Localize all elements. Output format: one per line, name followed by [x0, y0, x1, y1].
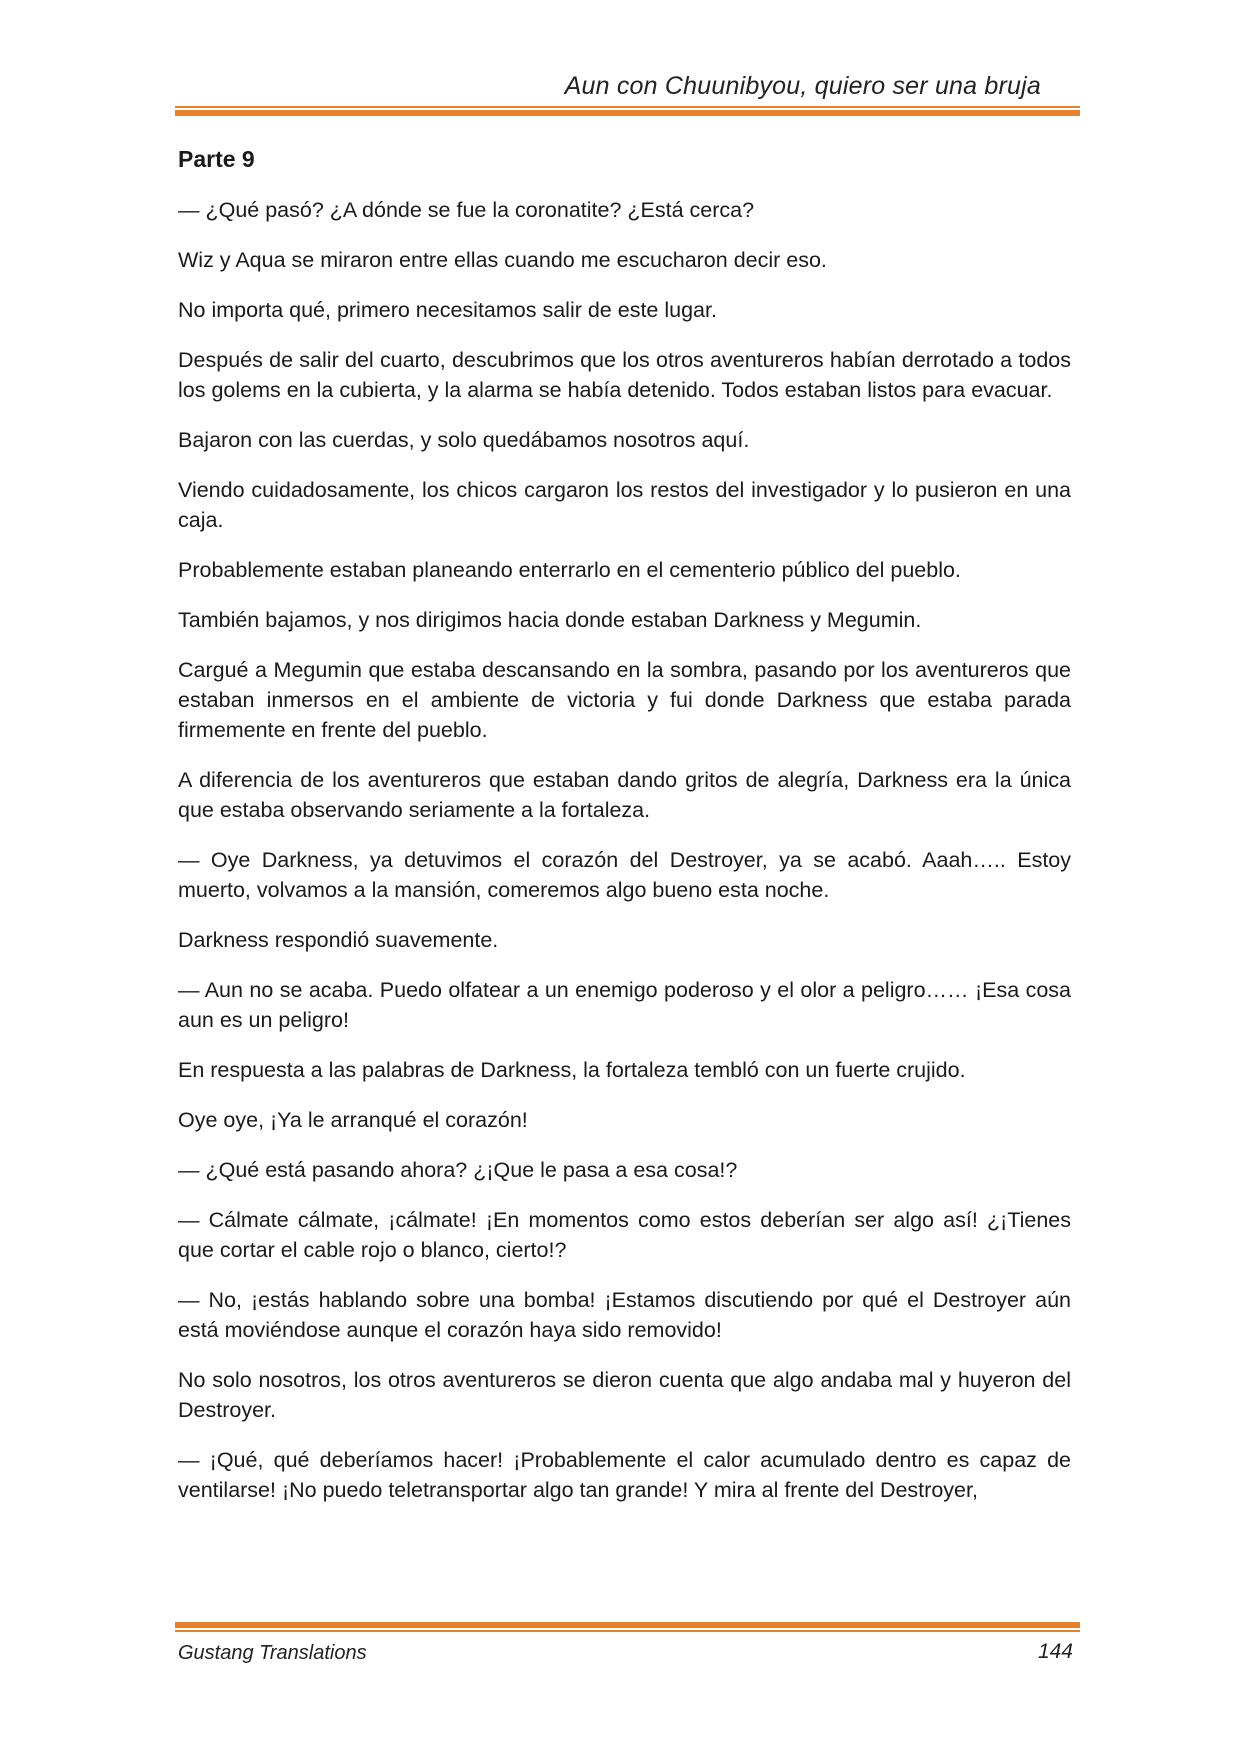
paragraph: Bajaron con las cuerdas, y solo quedábamos nosotros aquí. — [178, 428, 750, 452]
page-body — [178, 146, 1071, 1525]
paragraph: — Aun no se acaba. Puedo olfatear a un enemigo poderoso y el olor a peligro…… ¡Esa cosa aun es un peligro! — [178, 978, 1071, 1032]
header-rule — [175, 106, 1080, 116]
paragraph: También bajamos, y nos dirigimos hacia donde estaban Darkness y Megumin. — [178, 608, 922, 632]
running-header-title: Aun con Chuunibyou, quiero ser una bruja — [564, 72, 1041, 100]
footer-rule-thin-line — [175, 1630, 1080, 1632]
paragraph: Probablemente estaban planeando enterrarlo en el cementerio público del pueblo. — [178, 558, 961, 582]
page-number: 144 — [1037, 1640, 1073, 1663]
paragraph: — ¿Qué pasó? ¿A dónde se fue la coronatite? ¿Está cerca? — [178, 198, 755, 222]
paragraph: No solo nosotros, los otros aventureros se dieron cuenta que algo andaba mal y huyeron del Destroyer. — [178, 1368, 1071, 1422]
header-rule-thick-line — [175, 110, 1080, 116]
paragraph: — Cálmate cálmate, ¡cálmate! ¡En momentos como estos deberían ser algo así! ¿¡Tienes que cortar el cable rojo o blanco, cierto!? — [178, 1208, 1071, 1262]
paragraph: — No, ¡estás hablando sobre una bomba! ¡Estamos discutiendo por qué el Destroyer aún está moviéndose aunque el corazón haya sido removido! — [178, 1288, 1071, 1342]
footer-rule — [175, 1622, 1080, 1632]
paragraph: Cargué a Megumin que estaba descansando en la sombra, pasando por los aventureros que estaban inmersos en el ambiente de victoria y fui donde Darkness que estaba parada firmemente en frente del pueblo. — [178, 658, 1071, 742]
paragraph: En respuesta a las palabras de Darkness, la fortaleza tembló con un fuerte crujido. — [178, 1058, 966, 1082]
footer-translator-credit: Gustang Translations — [178, 1642, 367, 1664]
paragraph: Oye oye, ¡Ya le arranqué el corazón! — [178, 1108, 528, 1132]
paragraph: — Oye Darkness, ya detuvimos el corazón del Destroyer, ya se acabó. Aaah….. Estoy muerto, volvamos a la mansión, comeremos algo bueno esta noche. — [178, 848, 1071, 902]
paragraph: — ¿Qué está pasando ahora? ¿¡Que le pasa a esa cosa!? — [178, 1158, 738, 1182]
paragraph: No importa qué, primero necesitamos salir de este lugar. — [178, 298, 717, 322]
paragraph: — ¡Qué, qué deberíamos hacer! ¡Probablemente el calor acumulado dentro es capaz de ventilarse! ¡No puedo teletransportar algo tan grande! Y mira al frente del Destroyer, — [178, 1448, 1071, 1502]
paragraph: Viendo cuidadosamente, los chicos cargaron los restos del investigador y lo pusieron en una caja. — [178, 478, 1071, 532]
paragraph: Darkness respondió suavemente. — [178, 928, 499, 952]
section-title: Parte 9 — [178, 146, 255, 172]
paragraph: Wiz y Aqua se miraron entre ellas cuando me escucharon decir eso. — [178, 248, 827, 272]
paragraph: A diferencia de los aventureros que estaban dando gritos de alegría, Darkness era la única que estaba observando seriamente a la fortaleza. — [178, 768, 1071, 822]
paragraph: Después de salir del cuarto, descubrimos que los otros aventureros habían derrotado a todos los golems en la cubierta, y la alarma se había detenido. Todos estaban listos para evacuar. — [178, 348, 1071, 402]
